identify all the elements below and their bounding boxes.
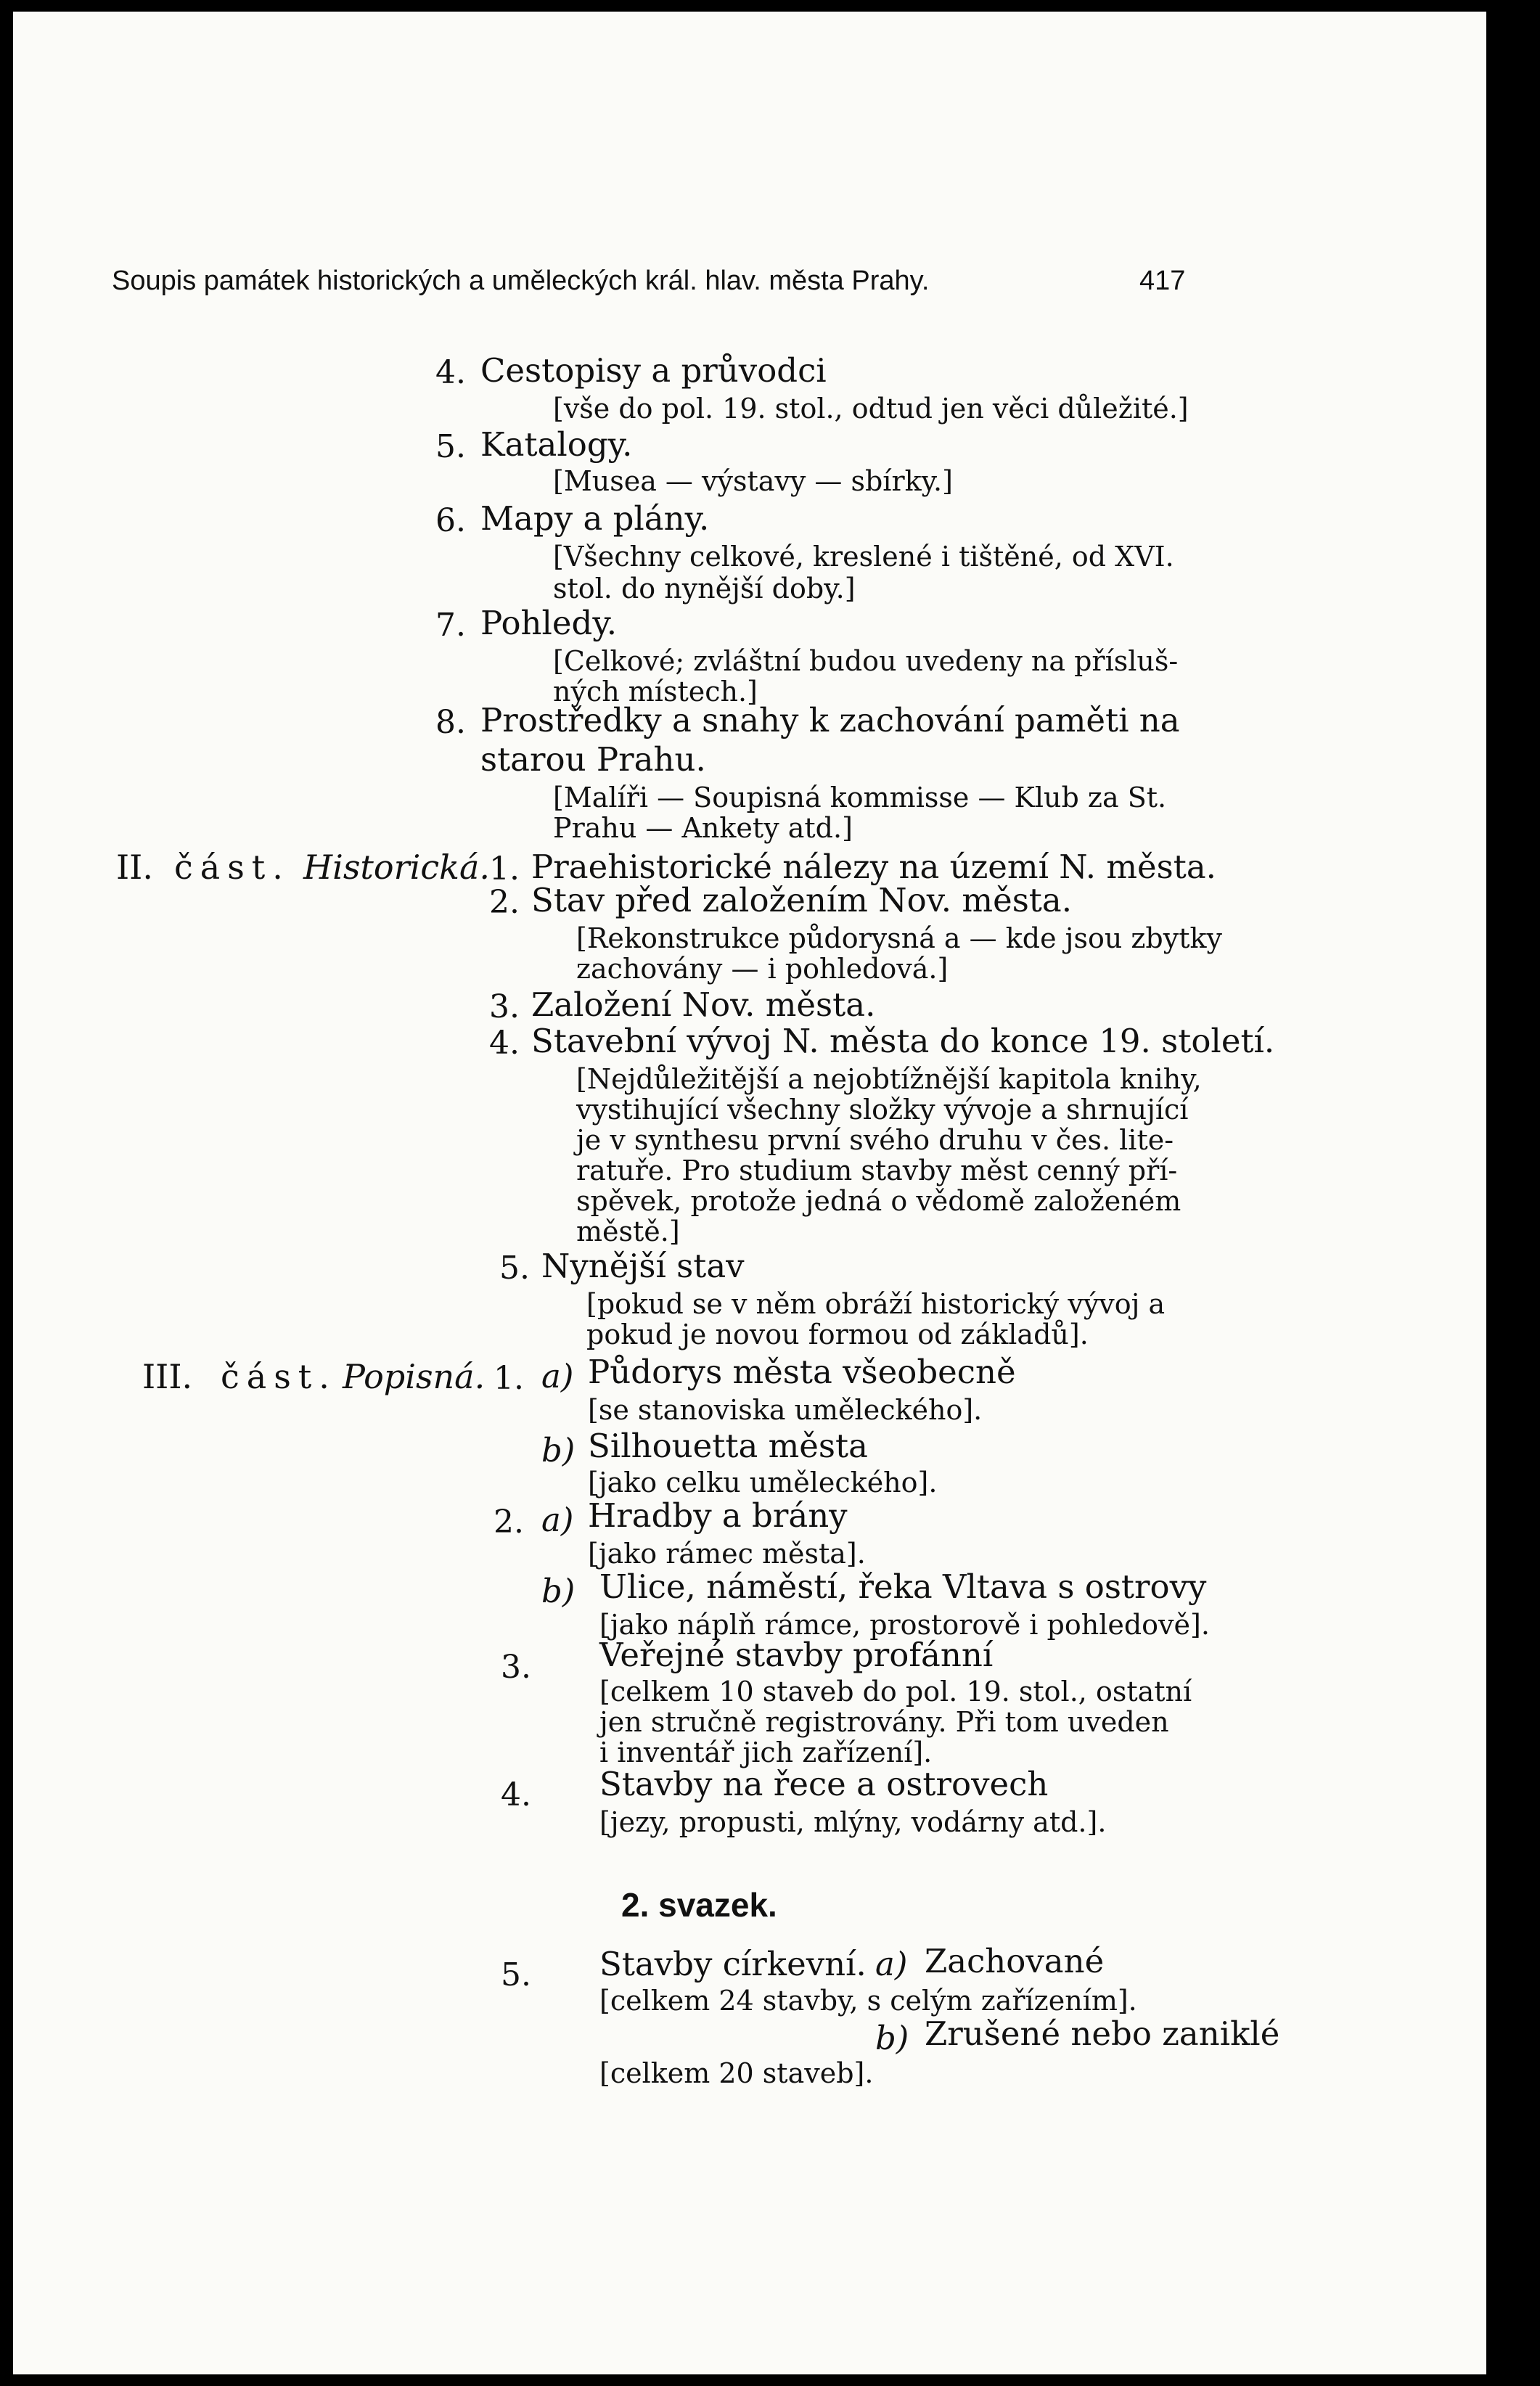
item-title: Založení Nov. města. xyxy=(531,985,876,1024)
item-note: [jako celku uměleckého]. xyxy=(588,1467,938,1499)
item-title: Pohledy. xyxy=(480,604,618,642)
item-number: 7. xyxy=(435,607,466,644)
item-note: [jako náplň rámce, prostorově i pohledově]. xyxy=(599,1609,1210,1641)
item-number: 5. xyxy=(435,428,466,465)
item-title: Praehistorické nálezy na území N. města. xyxy=(531,848,1216,886)
item-note: [celkem 20 staveb]. xyxy=(599,2057,874,2089)
item-number: 4. xyxy=(435,354,466,391)
item-number: 4. xyxy=(501,1776,531,1813)
item-title: starou Prahu. xyxy=(480,740,706,779)
item-title: Prostředky a snahy k zachování paměti na xyxy=(480,701,1180,739)
item-note: [celkem 10 staveb do pol. 19. stol., ostatní xyxy=(599,1676,1192,1707)
part-heading: Popisná. xyxy=(343,1357,486,1396)
item-number: 3. xyxy=(489,988,520,1025)
item-letter: b) xyxy=(875,2019,909,2057)
item-note: pokud je novou formou od základů]. xyxy=(586,1319,1089,1350)
item-note: spěvek, protože jedná o vědomě založeném xyxy=(576,1185,1181,1217)
item-note: [vše do pol. 19. stol., odtud jen věci důležité.] xyxy=(553,393,1189,425)
item-number: 3. xyxy=(501,1649,531,1686)
item-note: [jezy, propusti, mlýny, vodárny atd.]. xyxy=(599,1806,1107,1838)
part-number: II. xyxy=(116,848,153,887)
item-note: vystihující všechny složky vývoje a shrnující xyxy=(576,1094,1189,1126)
item-number: 5. xyxy=(499,1250,530,1287)
part-word: část. xyxy=(221,1357,337,1396)
item-note: [se stanoviska uměleckého]. xyxy=(588,1394,983,1426)
item-letter: b) xyxy=(541,1572,576,1610)
part-number: III. xyxy=(142,1357,193,1396)
item-note: [Rekonstrukce půdorysná a — kde jsou zbytky xyxy=(576,922,1222,954)
item-note: je v synthesu první svého druhu v čes. lite- xyxy=(576,1124,1174,1156)
item-title: Hradby a brány xyxy=(588,1496,848,1535)
item-title: Stav před založením Nov. města. xyxy=(531,881,1073,919)
item-number: 2. xyxy=(493,1504,524,1541)
item-letter: a) xyxy=(541,1357,574,1395)
item-note: jen stručně registrovány. Při tom uveden xyxy=(599,1706,1169,1738)
item-number: 5. xyxy=(501,1956,531,1993)
item-note: [pokud se v něm obráží historický vývoj a xyxy=(586,1288,1166,1320)
item-number: 6. xyxy=(435,502,466,539)
item-title: Stavby na řece a ostrovech xyxy=(599,1765,1049,1803)
item-number: 2. xyxy=(489,884,520,921)
item-number: 8. xyxy=(435,704,466,741)
item-title: Silhouetta města xyxy=(588,1427,868,1465)
item-number: 4. xyxy=(489,1025,520,1062)
item-note: i inventář jich zařízení]. xyxy=(599,1737,933,1768)
item-note: [Všechny celkové, kreslené i tištěné, od XVI. xyxy=(553,541,1174,573)
item-note: [jako rámec města]. xyxy=(588,1538,866,1570)
item-title: Nynější stav xyxy=(541,1247,745,1285)
item-title: Cestopisy a průvodci xyxy=(480,351,827,390)
item-letter: a) xyxy=(875,1945,908,1983)
item-note: [Celkové; zvláštní budou uvedeny na přísluš- xyxy=(553,645,1179,677)
item-note: stol. do nynější doby.] xyxy=(553,573,856,604)
item-title: Mapy a plány. xyxy=(480,499,710,538)
item-note: [Malíři — Soupisná kommisse — Klub za St. xyxy=(553,782,1167,813)
item-note: [Musea — výstavy — sbírky.] xyxy=(553,465,953,497)
item-note: [celkem 24 stavby, s celým zařízením]. xyxy=(599,1985,1137,2017)
page-number: 417 xyxy=(1139,266,1186,296)
item-number: 1. xyxy=(489,850,520,887)
item-title: Katalogy. xyxy=(480,425,633,464)
item-title: Veřejné stavby profánní xyxy=(599,1636,994,1674)
item-letter: a) xyxy=(541,1501,574,1539)
item-title: Půdorys města všeobecně xyxy=(588,1353,1016,1391)
item-title: Zrušené nebo zaniklé xyxy=(925,2014,1280,2053)
item-title: Stavby církevní. xyxy=(599,1945,867,1983)
item-note: Prahu — Ankety atd.] xyxy=(553,812,853,844)
part-heading: Historická. xyxy=(303,848,490,887)
item-note: [Nejdůležitější a nejobtížnější kapitola knihy, xyxy=(576,1063,1202,1095)
item-note: ratuře. Pro studium stavby měst cenný pří- xyxy=(576,1155,1178,1186)
item-number: 1. xyxy=(493,1360,524,1397)
volume-heading: 2. svazek. xyxy=(621,1886,777,1924)
item-title: Zachované xyxy=(925,1942,1105,1980)
running-title: Soupis památek historických a uměleckých král. hlav. města Prahy. xyxy=(112,266,930,296)
item-title: Stavební vývoj N. města do konce 19. století. xyxy=(531,1022,1275,1060)
item-note: městě.] xyxy=(576,1215,680,1247)
part-word: část. xyxy=(174,848,290,887)
item-title: Ulice, náměstí, řeka Vltava s ostrovy xyxy=(599,1567,1207,1606)
item-letter: b) xyxy=(541,1431,576,1469)
book-page xyxy=(13,12,1486,2374)
item-note: ných místech.] xyxy=(553,676,758,708)
item-note: zachovány — i pohledová.] xyxy=(576,953,949,985)
